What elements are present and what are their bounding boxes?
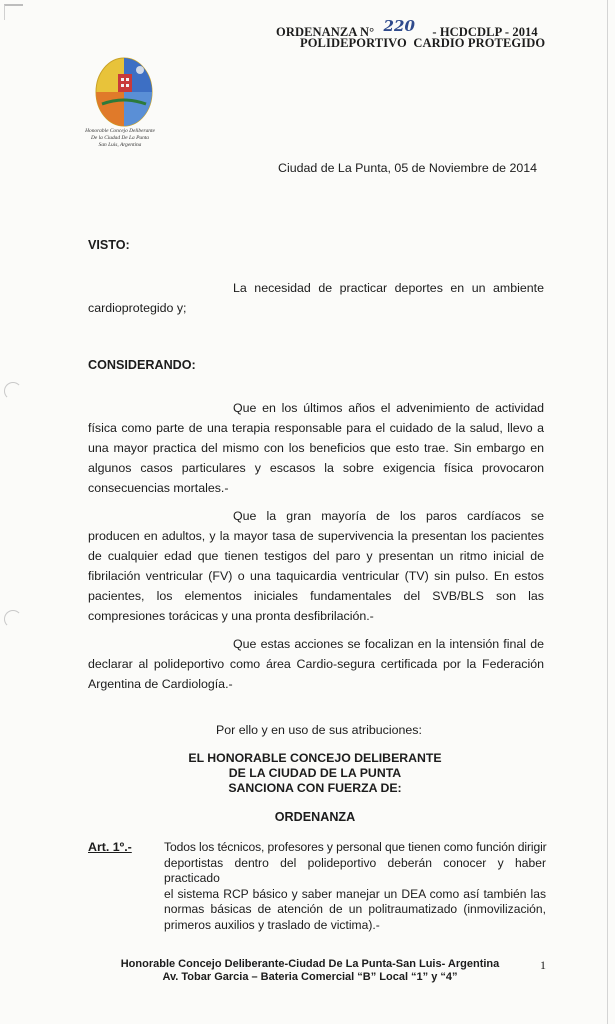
enacting-line: SANCIONA CON FUERZA DE: <box>228 781 402 795</box>
paragraph-line: de cualquier edad que tienen testigos del paro y presentan un ritmo inicial de <box>88 549 544 563</box>
corner-mark <box>4 4 23 20</box>
paragraph-line: una mayor practica del mismo con los beneficios que esto trae. Sin embargo en <box>88 441 544 455</box>
paragraph-first-line: Que estas acciones se focalizan en la intensión final de <box>233 637 544 651</box>
footer-line-2: Av. Tobar Garcia – Bateria Comercial “B” Local “1” y “4” <box>162 971 458 983</box>
logo-caption-line: Honorable Concejo Deliberante <box>85 128 155 134</box>
paragraph-line: declarar al polideportivo como área Cardio-segura certificada por la Federación <box>88 657 544 671</box>
paragraph-first-line: Que en los últimos años el advenimiento de actividad <box>233 401 544 415</box>
page-number: 1 <box>540 958 546 972</box>
por-ello-line: Por ello y en uso de sus atribuciones: <box>216 723 422 737</box>
document-subtitle: POLIDEPORTIVO CARDIO PROTEGIDO <box>300 36 546 50</box>
logo-caption <box>72 128 168 149</box>
considerando-heading: CONSIDERANDO: <box>88 358 196 372</box>
ordenanza-heading: ORDENANZA <box>274 810 356 824</box>
visto-heading: VISTO: <box>88 238 130 252</box>
logo-caption-line: San Luis, Argentina <box>98 142 142 148</box>
paragraph-first-line: Que la gran mayoría de los paros cardíacos se <box>233 509 544 523</box>
considerando-paragraph-1 <box>88 398 544 498</box>
paragraph-last-line: Argentina de Cardiología.- <box>88 677 233 691</box>
date-line: Ciudad de La Punta, 05 de Noviembre de 2014 <box>278 161 538 175</box>
paragraph-last-line: compresiones torácicas y una pronta desfibrilación.- <box>88 609 374 623</box>
visto-rest: cardioprotegido y; <box>88 301 187 315</box>
logo-caption-line: De la Ciudad De La Punta <box>91 135 149 141</box>
ordinance-prefix: ORDENANZA N° <box>276 25 375 39</box>
paragraph-line: fibrilación ventricular (FV) o una taquicardia ventricular (TV) sin pulso. En estos <box>88 569 544 583</box>
article-line: el sistema RCP básico y saber manejar un DEA como así también las <box>164 886 546 901</box>
footer-line-1: Honorable Concejo Deliberante-Ciudad De La Punta-San Luis- Argentina <box>120 958 500 970</box>
punch-hole-bottom <box>4 610 22 628</box>
footer <box>100 958 520 984</box>
enacting-line: EL HONORABLE CONCEJO DELIBERANTE <box>188 751 442 765</box>
considerando-paragraph-3 <box>88 634 544 694</box>
paragraph-line: pacientes, los elementos iniciales fundamentales del SVB/BLS son las <box>88 589 544 603</box>
visto-paragraph <box>88 278 544 318</box>
ordinance-suffix: - HCDCDLP - 2014 <box>432 25 538 39</box>
article-line: normas básicas de atención de un politraumatizado (inmovilización, <box>164 902 546 916</box>
paragraph-line: física como parte de una terapia responsable para el cuidado de la salud, llevo a <box>88 421 544 435</box>
article-1-label: Art. 1º.- <box>88 840 132 854</box>
ordinance-number-handwritten: 220 <box>383 17 416 35</box>
article-line: deportistas dentro del polideportivo deberán conocer y haber practicado <box>164 855 546 885</box>
enacting-line: DE LA CIUDAD DE LA PUNTA <box>228 766 402 780</box>
visto-first-line: La necesidad de practicar deportes en un ambiente <box>233 281 544 295</box>
article-line: Todos los técnicos, profesores y personal que tienen como función dirigir <box>164 840 547 854</box>
enacting-formula <box>150 751 480 796</box>
considerando-paragraph-2 <box>88 506 544 626</box>
page-edge-line <box>607 0 608 1024</box>
council-logo <box>88 52 160 132</box>
punch-hole-top <box>4 382 22 400</box>
article-last-line: primeros auxilios y traslado de victima).- <box>164 917 380 932</box>
council-seal-icon <box>88 52 160 132</box>
paragraph-last-line: consecuencias mortales.- <box>88 481 229 495</box>
article-1-text <box>164 840 546 933</box>
paragraph-line: producen en adultos, y la mayor tasa de supervivencia la presentan los pacientes <box>88 529 544 543</box>
paragraph-line: algunos casos particulares y escasos la sobre exigencia física provocaron <box>88 461 544 475</box>
